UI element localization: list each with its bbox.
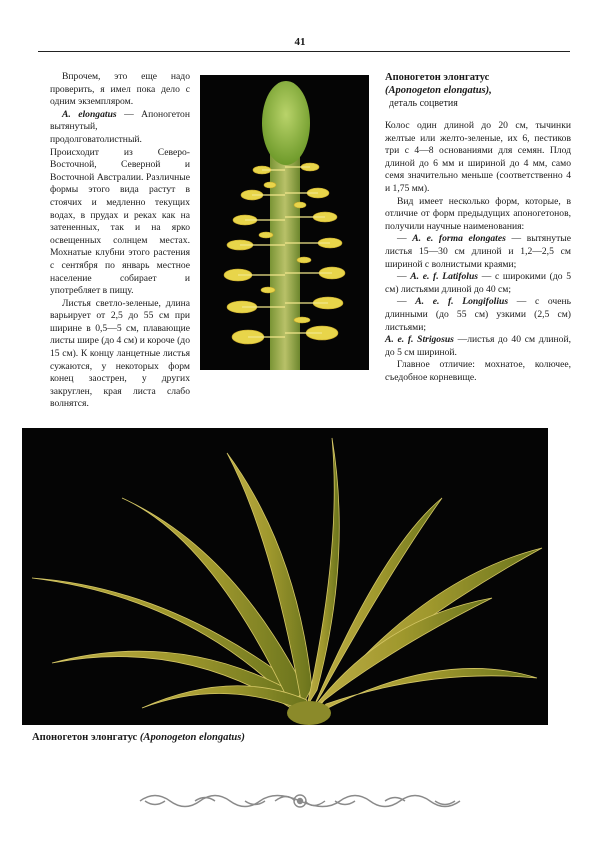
left-paragraph-2 <box>50 109 190 298</box>
left-paragraph-3: Листья светло-зеленые, длина варьирует от 2,5 до 55 см при ширине в 0,5—5 см, плавающие листы шире (до 4 см) и короче (до 15 см). К концу ланцетные листья сужаются, у некоторых форм конец заострен, у других закруглен, края листа слабо волнятся. <box>50 297 190 410</box>
right-column <box>385 71 571 384</box>
form-prefix: — <box>397 271 411 283</box>
form-name: A. e. f. Latifolus <box>410 271 479 283</box>
header-rule <box>38 51 570 52</box>
form-item <box>385 271 571 296</box>
decorative-ornament <box>135 788 465 814</box>
right-paragraph-1: Колос один длиной до 20 см, тычинки желтые или желто-зеленые, их 6, пестиков три с 4—8 основаниями для семян. Плод длиной до 6 мм и шириной до 4 мм, само семя значительно меньше (соответственно 4 и 1,75 мм). <box>385 120 571 194</box>
inflorescence-image <box>200 75 369 370</box>
form-prefix: — <box>397 233 413 245</box>
form-item <box>385 296 571 334</box>
species-term: A. elongatus <box>62 108 117 120</box>
plant-image <box>22 428 548 725</box>
form-text: —листья до 40 см длиной, до 5 см шириной. <box>385 334 571 358</box>
form-name: A. e. forma elongates <box>412 233 506 245</box>
form-item <box>385 334 571 359</box>
species-description: — Апоногетон вытянутый, продолговатолистный. Происходит из Северо-Восточной, Северной и Восточной Австралии. Различные формы этого вида растут в стоячих и медленно текущих водах, в прудах и реках как на затененных, так и на ярко освещенных солнцем местах. Мохнатые клубни этого растения с сентября по январь местное население собирает и употребляет в пищу. <box>50 108 190 297</box>
caption-latin: (Aponogeton elongatus) <box>139 732 245 743</box>
form-text: — вытянутые листья 15—30 см длиной и 1,2—2,5 см шириной с волнистыми краями; <box>385 233 571 270</box>
form-text: — с очень длинными (до 55 см) узкими (2,5 см) листьями; <box>385 296 571 333</box>
inflorescence-photo <box>200 75 369 370</box>
figure-title-latin: (Aponogeton elongatus), <box>385 85 492 96</box>
scroll-ornament-icon <box>135 788 465 814</box>
form-prefix: — <box>397 296 416 308</box>
page-number: 41 <box>294 36 306 48</box>
caption-text: Апоногетон элонгатус <box>32 732 140 743</box>
form-text: — с широкими (до 5 см) листьями длиной до 40 см; <box>385 271 571 295</box>
figure-title: Апоногетон элонгатус <box>385 72 490 83</box>
left-column <box>50 71 190 411</box>
right-paragraph-2: Вид имеет несколько форм, которые, в отличие от форм предыдущих апоногетонов, получили научные наименования: <box>385 195 571 232</box>
plant-photo <box>22 428 548 725</box>
left-paragraph-1: Впрочем, это еще надо проверить, я имел пока дело с одним экземпляром. <box>50 71 190 108</box>
form-item <box>385 233 571 271</box>
right-paragraph-3: Главное отличие: мохнатое, колючее, съедобное корневище. <box>385 359 571 383</box>
form-name: A. e. f. Strigosus <box>385 334 454 346</box>
form-name: A. e. f. Longifolius <box>415 296 509 308</box>
figure-subtitle: деталь соцветия <box>389 98 458 109</box>
photo-caption <box>32 732 245 743</box>
